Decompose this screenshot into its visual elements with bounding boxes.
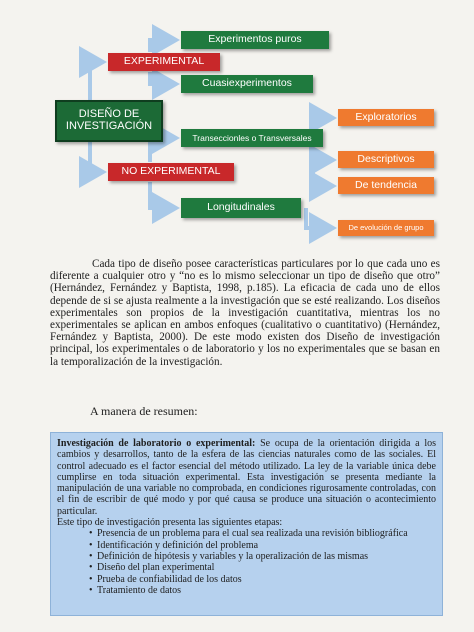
- arrow-to-evolucion-grupo: [306, 208, 333, 228]
- root-node-label: DISEÑO DE INVESTIGACIÓN: [65, 108, 153, 132]
- arrow-to-descriptivos: [313, 148, 333, 160]
- evolucion-grupo-label: De evolución de grupo: [348, 223, 424, 233]
- experimental-node-label: EXPERIMENTAL: [123, 55, 205, 68]
- experimentos-puros-node: [181, 31, 329, 49]
- arrow-to-longitudinales: [150, 182, 176, 208]
- root-node: [55, 100, 163, 142]
- list-item: • Identificación y definición del problema: [97, 540, 436, 551]
- exploratorios-node: [338, 109, 434, 126]
- longitudinales-label: Longitudinales: [207, 201, 275, 214]
- arrow-root-experimental: [90, 62, 103, 100]
- arrow-to-cuasiexperimentos: [150, 72, 176, 84]
- summary-box: [50, 432, 443, 616]
- longitudinales-node: [181, 198, 301, 218]
- experimental-node: [108, 53, 220, 71]
- resumen-label: A manera de resumen:: [90, 404, 198, 418]
- arrow-to-de-tendencia: [313, 160, 333, 186]
- transversales-node: [181, 129, 323, 147]
- summary-heading: Investigación de laboratorio o experimental:: [57, 438, 256, 449]
- list-item: • Definición de hipótesis y variables y la operalización de las mismas: [97, 551, 436, 562]
- cuasiexperimentos-label: Cuasiexperimentos: [202, 77, 292, 90]
- body-paragraph-text: Cada tipo de diseño posee características particulares por lo que cada uno es diferente a cualquier otro y “no es lo mismo seleccionar un tipo de diseño que otro” (Hernández, Fernández y Baptista, 1998, p.185). La eficacia de cada uno de ellos depende de si se ajusta realmente a la investigación que se esté realizando. Los diseños experimentales son propios de la investigación cuantitativa, mientras los no experimentales se aplican en ambos enfoques (cualitativo o cuantitativo) (Hernández, Fernández y Baptista, 2000). De este modo existen dos Diseño de investigación principal, los experimentales o de laboratorio y los no experimentales que se basan en la temporalización de la investigación.: [50, 258, 440, 368]
- descriptivos-node: [338, 151, 434, 168]
- descriptivos-label: Descriptivos: [357, 152, 415, 165]
- summary-definition: [57, 438, 436, 517]
- research-design-diagram: [0, 0, 474, 250]
- summary-intro: Este tipo de investigación presenta las siguientes etapas:: [57, 517, 283, 529]
- exploratorios-label: Exploratorios: [355, 110, 417, 123]
- cuasiexperimentos-node: [181, 75, 313, 93]
- body-paragraph: [50, 258, 440, 368]
- list-item: • Prueba de confiabilidad de los datos: [97, 574, 436, 585]
- transversales-label: Transeccionles o Transversales: [192, 132, 312, 143]
- no-experimental-node-label: NO EXPERIMENTAL: [121, 165, 221, 178]
- stages-list: [57, 528, 436, 596]
- no-experimental-node: [108, 163, 234, 181]
- de-tendencia-node: [338, 177, 434, 194]
- evolucion-grupo-node: [338, 220, 434, 236]
- list-item: • Presencia de un problema para el cual sea realizada una revisión bibliográfica: [97, 528, 436, 539]
- list-item: • Tratamiento de datos: [97, 585, 436, 596]
- arrow-root-no-experimental: [90, 142, 103, 172]
- arrow-to-experimentos-puros: [150, 40, 176, 52]
- de-tendencia-label: De tendencia: [355, 178, 417, 191]
- summary-text: Se ocupa de la orientación dirigida a los cambios y desarrollos, tanto de la esfera de las ciencias naturales como de las sociales. El control adecuado es el factor esencial del método utilizado. La ley de la variable única debe cumplirse en toda situación experimental. Esta investigación se presenta mediante la manipulación de una variable no comprobada, en condiciones rigurosamente controladas, con el fin de escribir de qué modo y por qué causa se produce una situación o acontecimiento particular.: [57, 438, 436, 517]
- list-item: • Diseño del plan experimental: [97, 562, 436, 573]
- experimentos-puros-label: Experimentos puros: [208, 33, 302, 46]
- arrow-to-exploratorios: [313, 118, 333, 128]
